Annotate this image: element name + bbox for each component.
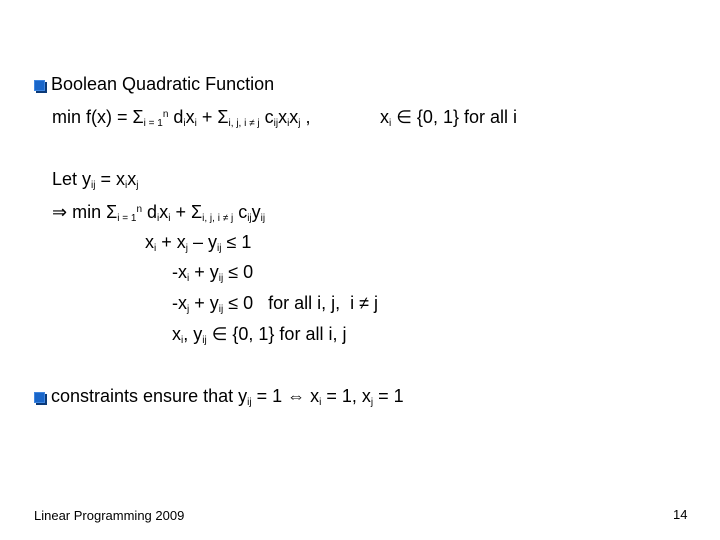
implies-icon: ⇒ <box>52 202 68 222</box>
heading-text: Boolean Quadratic Function <box>51 74 275 94</box>
page-number: 14 <box>673 507 688 522</box>
variable-domain: $x_i$ ∈ {0, 1} for all i <box>380 107 517 129</box>
substitution-definition: Let $y_{ij} = x_ix_j$ <box>52 169 139 191</box>
objective-formula: $\min f(x) = \Sigma_{i = 1}^n$ $d_ix_i + \Sigma_{i, j, i \ne j}$ $c_{ij}x_ix_j$ , <box>52 107 311 129</box>
constraint-note: constraints ensure that $y_{ij} = 1$ ⇔ $x_i = 1$, $x_j = 1$ <box>34 385 404 407</box>
reformulated-objective: ⇒ $\min \Sigma_{i = 1}^n$ $d_ix_i + \Sigma_{i, j, i \ne j}$ $c_{ij}y_{ij}$ <box>52 202 266 224</box>
heading <box>34 73 274 95</box>
constraint-1: $x_i + x_j - y_{ij} \le 1$ <box>145 232 252 254</box>
constraint-4: $x_i$, $y_{ij}$ ∈ {0, 1} for all i, j <box>172 324 347 346</box>
square-bullet-icon <box>34 392 45 403</box>
square-bullet-icon <box>34 80 45 91</box>
constraint-3: $-x_j + y_{ij} \le 0$ for all i, j, i ≠ j <box>172 293 378 315</box>
constraint-2: $-x_i + y_{ij} \le 0$ <box>172 262 254 284</box>
footer-title: Linear Programming 2009 <box>34 508 185 523</box>
